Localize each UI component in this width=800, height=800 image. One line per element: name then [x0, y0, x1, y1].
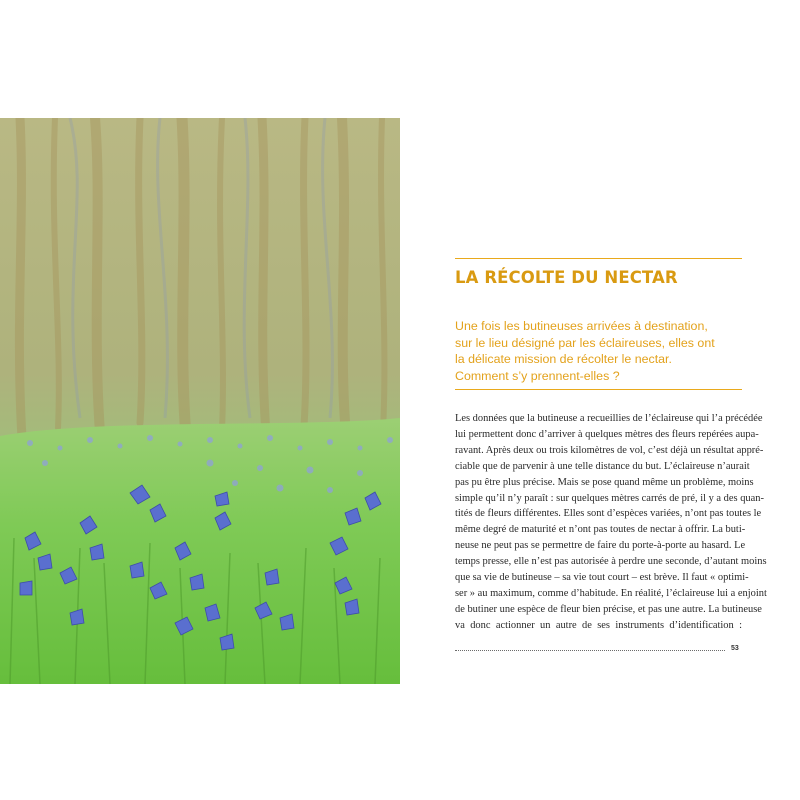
- body-line: pas pu être plus précise. Mais se pose quand même un problème, moins: [455, 476, 754, 488]
- top-rule: [455, 258, 742, 259]
- body-line: simple qu’il n’y paraît : sur quelques mètres carrés de pré, il y a des quan-: [455, 492, 764, 504]
- body-line: neuse ne peut pas se permettre de faire du porte-à-porte au hasard. Le: [455, 540, 746, 552]
- body-line: ser » au maximum, comme d’habitude. En réalité, l’éclaireuse lui a enjoint: [455, 587, 767, 599]
- footer-dotted-rule: [455, 650, 725, 651]
- chapter-intro: [455, 318, 742, 384]
- body-line: ravant. Après deux ou trois kilomètres de vol, c’est déjà un résultat appré-: [455, 444, 764, 456]
- chapter-title: LA RÉCOLTE DU NECTAR: [455, 268, 678, 287]
- body-line: lui permettent donc d’arriver à quelques mètres des fleurs repérées aupa-: [455, 428, 759, 440]
- body-line: tités de fleurs différentes. Elles sont d’espèces variées, n’ont pas toutes le: [455, 508, 762, 520]
- intro-line: Une fois les butineuses arrivées à destination,: [455, 319, 708, 333]
- body-line: temps presse, elle n’est pas autorisée à perdre une seconde, d’autant moins: [455, 556, 767, 568]
- bluebell-meadow-illustration: [0, 118, 400, 684]
- body-paragraph: [455, 411, 767, 634]
- intro-line: sur le lieu désigné par les éclaireuses, elles ont: [455, 335, 715, 350]
- illustration-artwork: [0, 118, 400, 684]
- intro-line: Comment s’y prennent-elles ?: [455, 368, 620, 383]
- body-line: de butiner une espèce de fleur bien précise, et pas une autre. La butineuse: [455, 603, 762, 615]
- body-line: Les données que la butineuse a recueillies de l’éclaireuse qui l’a précédée: [455, 413, 763, 424]
- intro-rule: [455, 389, 742, 390]
- body-line: même degré de maturité et n’ont pas toutes de nectar à offrir. La buti-: [455, 524, 746, 536]
- intro-line: la délicate mission de récolter le nectar.: [455, 352, 672, 366]
- body-line: va donc actionner un autre de ses instruments d’identification :: [455, 619, 742, 631]
- text-page: [455, 0, 767, 800]
- page-number: 53: [731, 645, 739, 652]
- body-line: ciable que de parvenir à une telle distance du but. L’éclaireuse n’aurait: [455, 460, 750, 472]
- body-line: que sa vie de butineuse – sa vie tout court – est brève. Il faut « optimi-: [455, 572, 749, 584]
